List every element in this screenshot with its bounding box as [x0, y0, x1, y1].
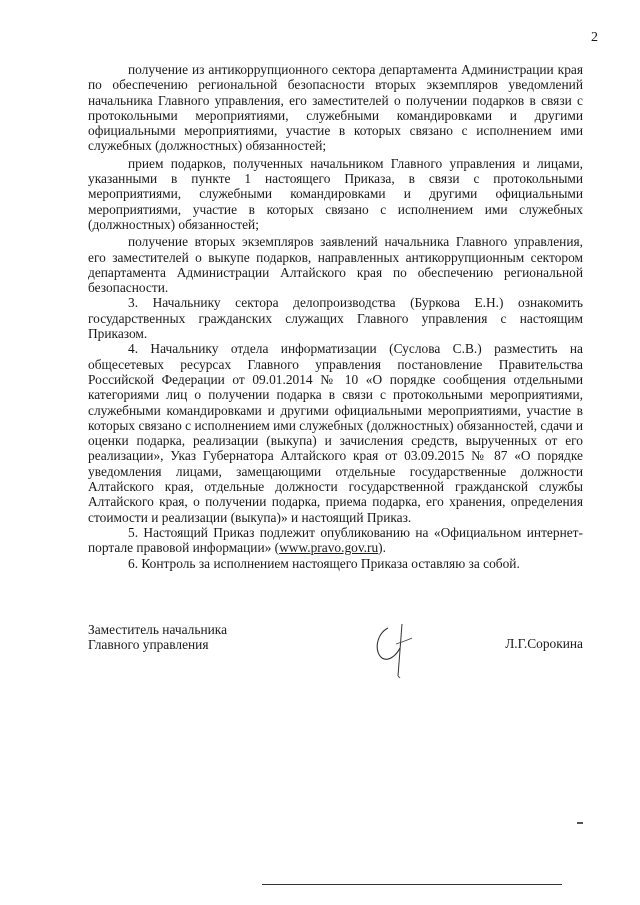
paragraph-receive-applications: получение вторых экземпляров заявлений начальника Главного управления, его заместителей о выкупе подарков, направленных антикоррупционным сектором департамента Администрации Алтайского края по обеспечению региональной безопасности.	[88, 234, 583, 296]
paragraph-receive-notifications: получение из антикоррупционного сектора департамента Администрации края по обеспечению региональной безопасности вторых экземпляров уведомлений начальника Главного управления, его заместителей о получении подарков в связи с протокольными мероприятиями, служебными командировками и другими официальными мероприятиями, участие в которых связано с исполнением ими служебных (должностных) обязанностей;	[88, 62, 583, 154]
page-number: 2	[591, 30, 598, 45]
footer-rule	[262, 884, 562, 885]
handwritten-signature	[368, 618, 428, 680]
scan-speck	[577, 822, 583, 824]
paragraph-item-3: 3. Начальнику сектора делопроизводства (Буркова Е.Н.) ознакомить государственных гражданских служащих Главного управления с настоящим Приказом.	[88, 295, 583, 342]
paragraph-receive-gifts: прием подарков, полученных начальником Главного управления и лицами, указанными в пункте 1 настоящего Приказа, в связи с протокольными мероприятиями, служебными командировками и другими официальными мероприятиями, участие в которых связано с исполнением ими служебных (должностных) обязанностей;	[88, 155, 583, 232]
paragraph-item-5-end: ).	[378, 540, 386, 556]
paragraph-item-6: 6. Контроль за исполнением настоящего Приказа оставляю за собой.	[128, 555, 520, 571]
paragraph-item-4: 4. Начальнику отдела информатизации (Суслова С.В.) разместить на общесетевых ресурсах Главного управления постановление Правительства Российской Федерации от 09.01.2014 № 10 «О порядке сообщения отдельными категориями лиц о получении подарка в связи с протокольными мероприятиями, служебными командировками и другими официальными мероприятиями, участие в которых связано с исполнением ими служебных (должностных) обязанностей, сдачи и оценки подарка, реализации (выкупа) и зачисления средств, вырученных от его реализации», Указ Губернатора Алтайского края от 03.09.2015 № 87 «О порядке уведомления лицами, замещающими отдельные государственные должности Алтайского края, отдельные должности государственной гражданской службы Алтайского края, о получении подарка, приема подарка, его хранения, определения стоимости и реализации (выкупа)» и настоящий Приказ.	[88, 341, 583, 525]
signatory-title	[88, 622, 227, 653]
signatory-name: Л.Г.Сорокина	[505, 636, 583, 651]
paragraph-item-5-text: 5. Настоящий Приказ подлежит опубликованию на «Официальном интернет-портале правовой информации» (	[88, 524, 583, 556]
document-body	[88, 62, 583, 571]
pravo-gov-link[interactable]: www.pravo.gov.ru	[279, 540, 379, 556]
signatory-title-line-1: Заместитель начальника	[88, 622, 228, 637]
paragraph-item-5	[88, 525, 583, 556]
signatory-title-line-2: Главного управления	[88, 637, 209, 653]
